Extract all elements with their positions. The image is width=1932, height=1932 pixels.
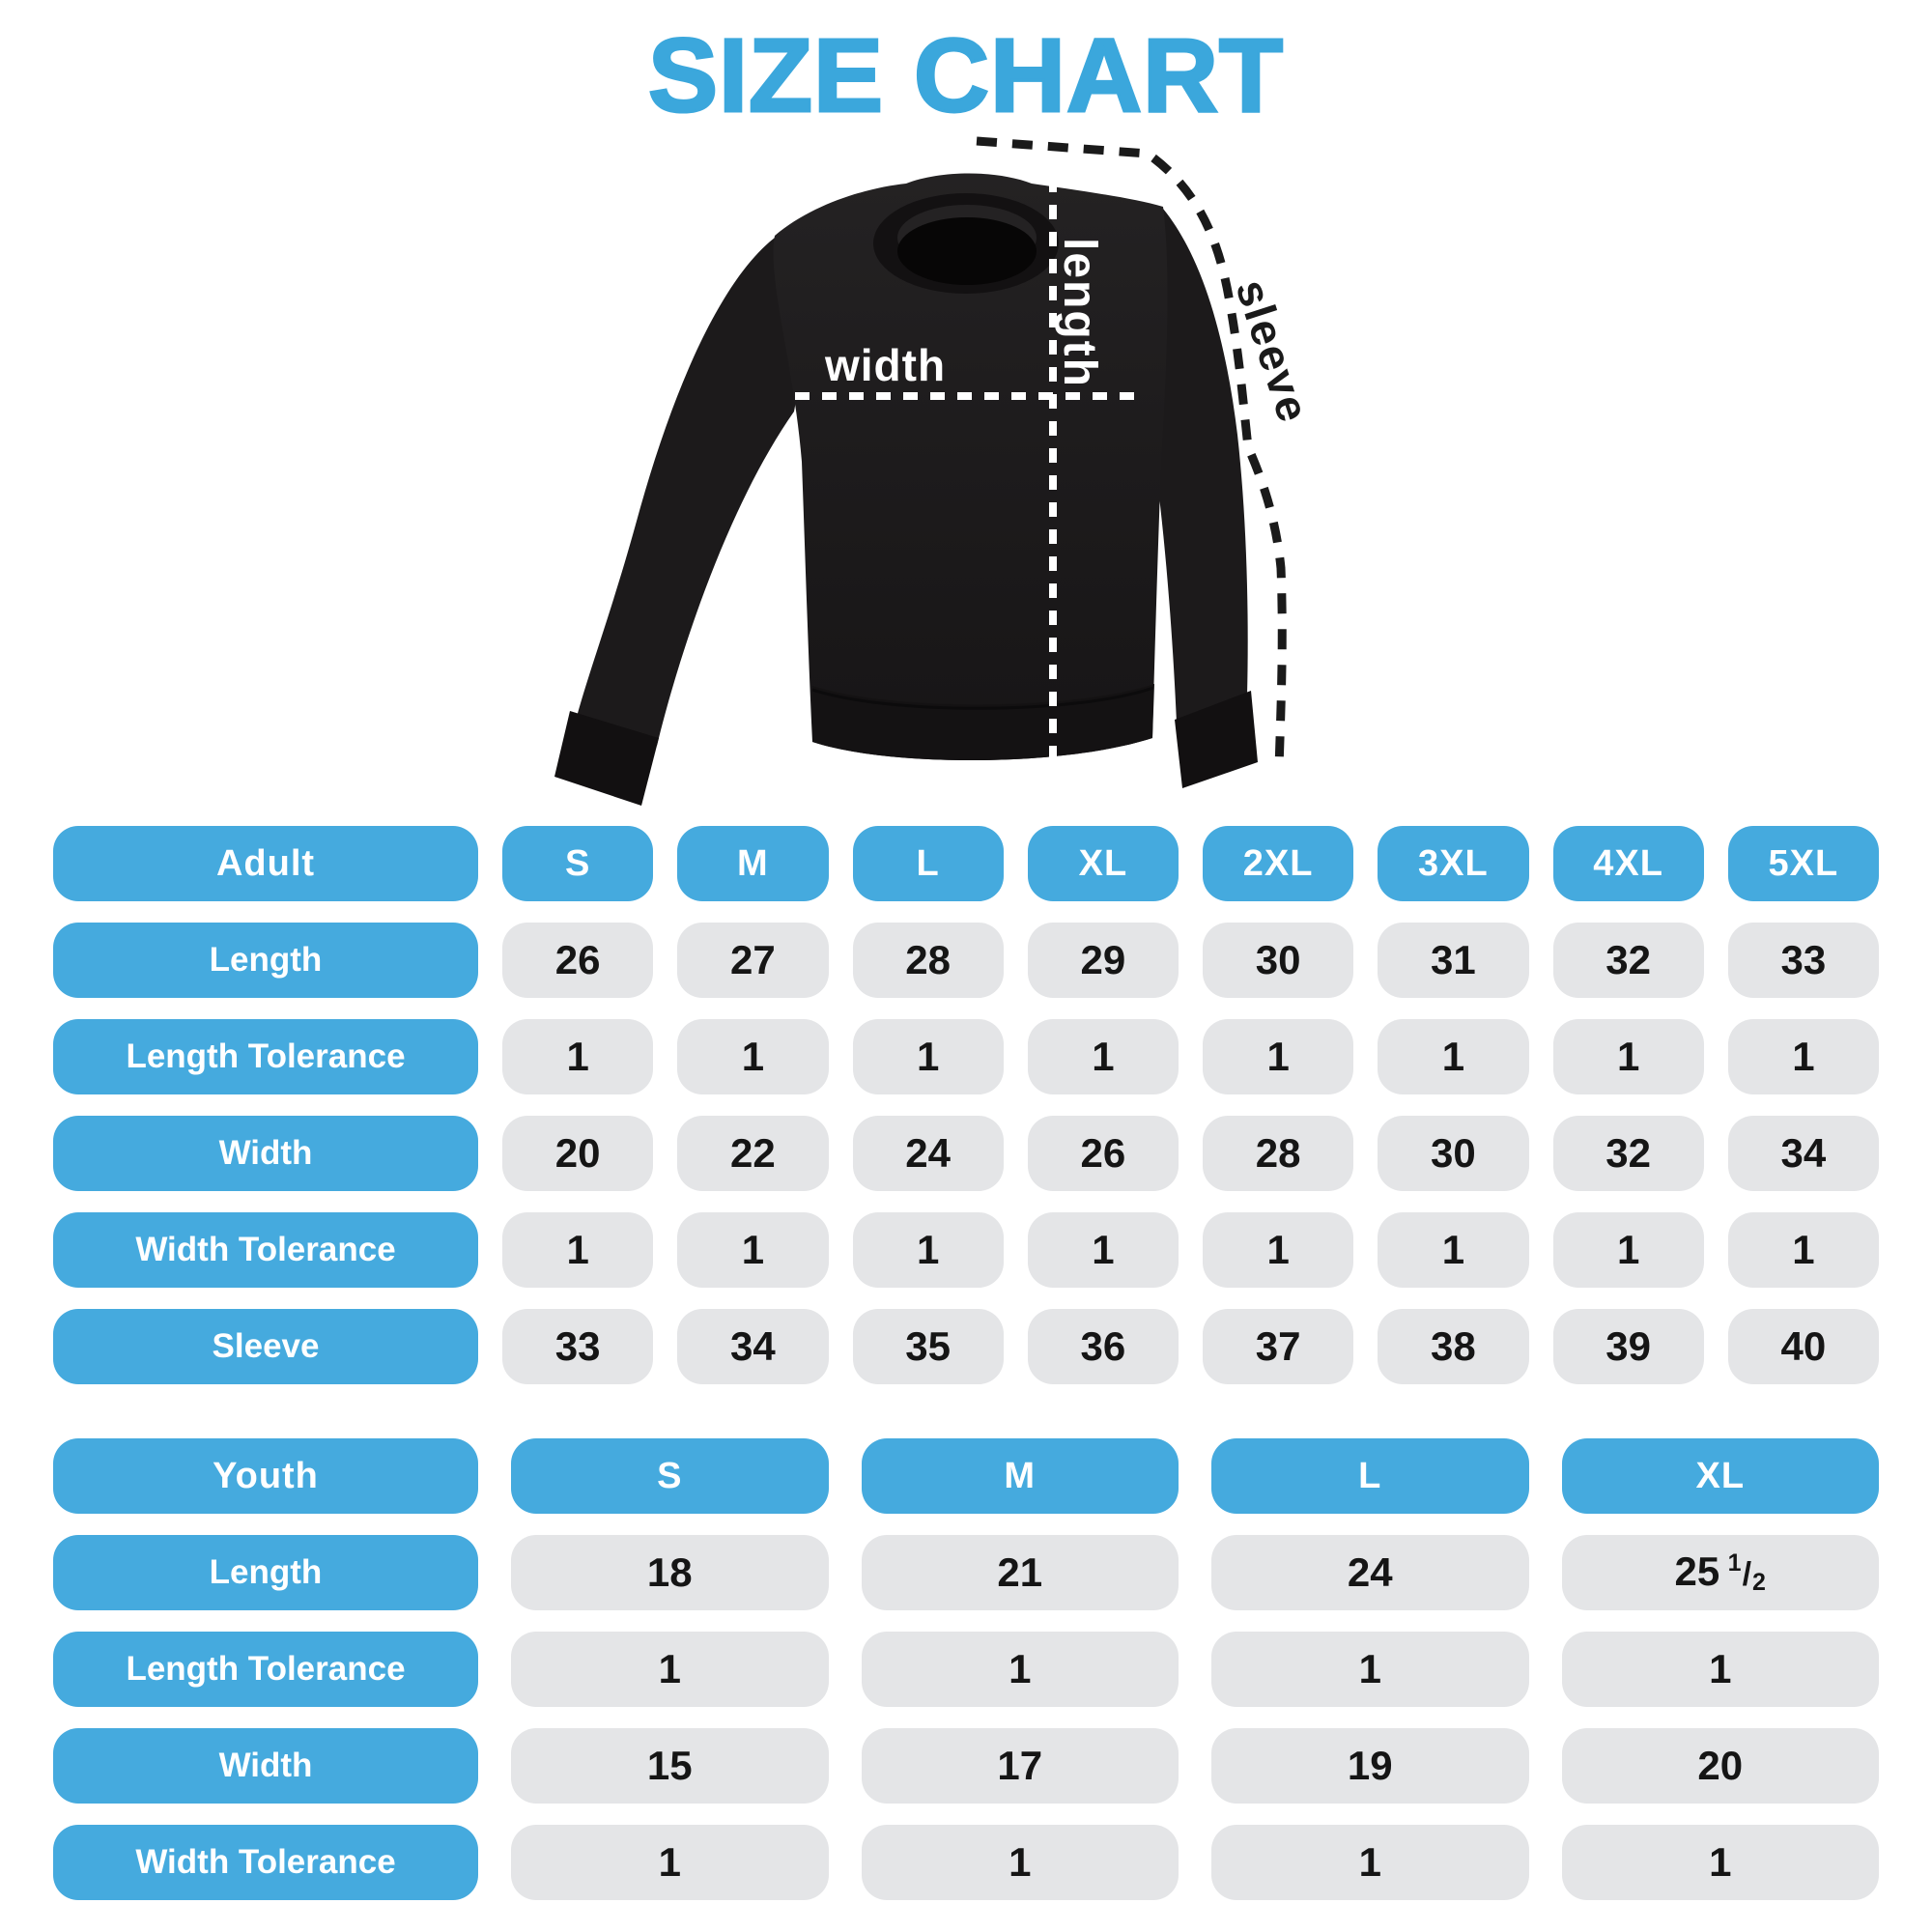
adult-table-row-sleeve: [53, 1309, 1879, 1384]
size-column-header-4xl: 4XL: [1553, 826, 1704, 901]
size-value-cell: 33: [1728, 923, 1879, 998]
size-value-cell: 1: [502, 1019, 653, 1094]
sweatshirt-diagram: [522, 114, 1425, 811]
size-value-cell: 1: [1378, 1019, 1528, 1094]
size-column-header-s: S: [502, 826, 653, 901]
size-value-cell: 34: [1728, 1116, 1879, 1191]
size-value-cell: 20: [1562, 1728, 1880, 1804]
adult-size-table: [53, 826, 1879, 1384]
youth-size-table: [53, 1438, 1879, 1900]
measurement-row-label: Length: [53, 923, 478, 998]
size-value-cell: 1: [862, 1632, 1179, 1707]
table-title-adult: Adult: [53, 826, 478, 901]
size-value-cell: 1: [1211, 1632, 1529, 1707]
size-value-cell: 1: [511, 1825, 829, 1900]
size-value-cell: 30: [1378, 1116, 1528, 1191]
size-column-header-xl: XL: [1562, 1438, 1880, 1514]
sweatshirt-graphic: [522, 114, 1425, 811]
size-value-cell: 1: [853, 1019, 1004, 1094]
adult-table-row-length-tolerance: [53, 1019, 1879, 1094]
measurement-row-label: Length Tolerance: [53, 1019, 478, 1094]
size-value-cell: 1: [1728, 1019, 1879, 1094]
collar-opening: [897, 217, 1037, 285]
size-value-cell: 29: [1028, 923, 1179, 998]
size-value-cell: 1: [1562, 1632, 1880, 1707]
width-label: width: [825, 340, 947, 390]
size-value-cell: 35: [853, 1309, 1004, 1384]
size-column-header-2xl: 2XL: [1203, 826, 1353, 901]
size-value-cell: 32: [1553, 923, 1704, 998]
size-value-cell: 31: [1378, 923, 1528, 998]
size-value-cell: 19: [1211, 1728, 1529, 1804]
size-column-header-l: L: [1211, 1438, 1529, 1514]
adult-table-row-length: [53, 923, 1879, 998]
size-column-header-m: M: [677, 826, 828, 901]
measurement-row-label: Sleeve: [53, 1309, 478, 1384]
size-value-cell: 15: [511, 1728, 829, 1804]
size-value-cell: 39: [1553, 1309, 1704, 1384]
size-value-cell: 1: [677, 1212, 828, 1288]
size-value-cell: 26: [502, 923, 653, 998]
table-title-youth: Youth: [53, 1438, 478, 1514]
size-value-cell: 1: [862, 1825, 1179, 1900]
size-value-cell: 1: [1028, 1212, 1179, 1288]
size-column-header-m: M: [862, 1438, 1179, 1514]
size-value-cell: 1: [1553, 1212, 1704, 1288]
size-value-cell: 1: [1728, 1212, 1879, 1288]
size-column-header-s: S: [511, 1438, 829, 1514]
youth-table-row-width-tolerance: [53, 1825, 1879, 1900]
measurement-row-label: Width Tolerance: [53, 1212, 478, 1288]
size-column-header-l: L: [853, 826, 1004, 901]
size-value-cell: 33: [502, 1309, 653, 1384]
measurement-row-label: Width: [53, 1116, 478, 1191]
size-value-cell: 1: [1203, 1019, 1353, 1094]
size-value-cell: 34: [677, 1309, 828, 1384]
size-value-cell: 38: [1378, 1309, 1528, 1384]
size-value-cell: 27: [677, 923, 828, 998]
adult-table-row-width: [53, 1116, 1879, 1191]
youth-table-row-width: [53, 1728, 1879, 1804]
size-value-cell: 1: [502, 1212, 653, 1288]
size-value-cell: 1: [1553, 1019, 1704, 1094]
size-value-cell: 1: [1211, 1825, 1529, 1900]
size-value-cell: 24: [853, 1116, 1004, 1191]
youth-table-row-length-tolerance: [53, 1632, 1879, 1707]
size-column-header-5xl: 5XL: [1728, 826, 1879, 901]
size-value-cell: 30: [1203, 923, 1353, 998]
size-value-cell: 1: [1203, 1212, 1353, 1288]
size-value-cell: 1: [677, 1019, 828, 1094]
size-value-cell: 18: [511, 1535, 829, 1610]
size-value-cell: 22: [677, 1116, 828, 1191]
size-value-cell: 26: [1028, 1116, 1179, 1191]
size-value-cell: 1: [1562, 1825, 1880, 1900]
measurement-row-label: Width Tolerance: [53, 1825, 478, 1900]
measurement-row-label: Width: [53, 1728, 478, 1804]
page-title: SIZE CHART: [648, 16, 1284, 133]
fraction-value: 25 $^1/_2$: [1674, 1548, 1766, 1596]
size-value-cell: 1: [853, 1212, 1004, 1288]
size-value-cell: 24: [1211, 1535, 1529, 1610]
size-value-cell: [1562, 1535, 1880, 1610]
size-value-cell: 1: [511, 1632, 829, 1707]
youth-table-row-length: [53, 1535, 1879, 1610]
size-value-cell: 32: [1553, 1116, 1704, 1191]
size-value-cell: 36: [1028, 1309, 1179, 1384]
size-value-cell: 37: [1203, 1309, 1353, 1384]
size-column-header-xl: XL: [1028, 826, 1179, 901]
size-value-cell: 28: [853, 923, 1004, 998]
size-value-cell: 1: [1028, 1019, 1179, 1094]
adult-table-row-width-tolerance: [53, 1212, 1879, 1288]
size-value-cell: 1: [1378, 1212, 1528, 1288]
size-column-header-3xl: 3XL: [1378, 826, 1528, 901]
size-value-cell: 40: [1728, 1309, 1879, 1384]
size-value-cell: 17: [862, 1728, 1179, 1804]
measurement-row-label: Length: [53, 1535, 478, 1610]
size-value-cell: 21: [862, 1535, 1179, 1610]
length-label: length: [1054, 238, 1105, 388]
measurement-row-label: Length Tolerance: [53, 1632, 478, 1707]
size-value-cell: 20: [502, 1116, 653, 1191]
adult-table-header-row: [53, 826, 1879, 901]
sleeve-label: sleeve: [1226, 273, 1321, 430]
youth-table-header-row: [53, 1438, 1879, 1514]
size-value-cell: 28: [1203, 1116, 1353, 1191]
